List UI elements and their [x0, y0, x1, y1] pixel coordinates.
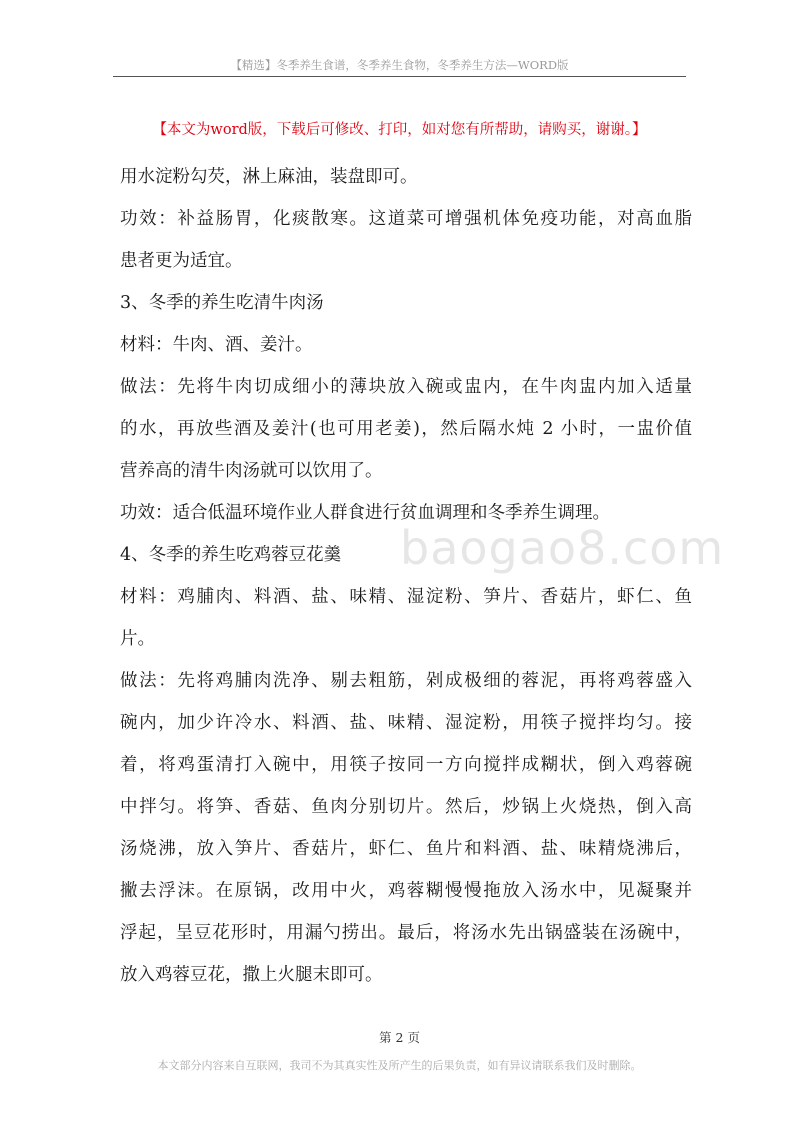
document-body [120, 166, 692, 987]
section-heading: 3、冬季的养生吃清牛肉汤 [120, 293, 324, 313]
word-version-notice: 【本文为word版，下载后可修改、打印，如对您有所帮助，请购买，谢谢。】 [152, 122, 647, 138]
page-number: 第 2 页 [379, 1030, 420, 1045]
body-line: 材料：鸡脯肉、料酒、盐、味精、湿淀粉、笋片、香菇片，虾仁、鱼 [120, 587, 692, 607]
body-line: 做法：先将鸡脯肉洗净、剔去粗筋，剁成极细的蓉泥，再将鸡蓉盛入 [120, 671, 692, 691]
body-line: 用水淀粉勾芡，淋上麻油，装盘即可。 [120, 167, 418, 187]
body-line: 撇去浮沫。在原锅，改用中火，鸡蓉糊慢慢拖放入汤水中，见凝聚并 [120, 881, 692, 901]
watermark-logo: baogao8.com [400, 521, 725, 575]
body-line: 中拌匀。将笋、香菇、鱼肉分别切片。然后，炒锅上火烧热，倒入高 [120, 797, 692, 817]
body-line: 材料：牛肉、酒、姜汁。 [120, 335, 313, 355]
body-line: 片。 [120, 629, 155, 649]
body-line: 营养高的清牛肉汤就可以饮用了。 [120, 461, 383, 481]
body-line: 碗内，加少许冷水、料酒、盐、味精、湿淀粉，用筷子搅拌均匀。接 [120, 713, 692, 733]
body-line: 浮起，呈豆花形时，用漏勺捞出。最后，将汤水先出锅盛装在汤碗中， [120, 923, 692, 943]
body-line: 做法：先将牛肉切成细小的薄块放入碗或盅内，在牛肉盅内加入适量 [120, 377, 692, 397]
body-line: 放入鸡蓉豆花，撒上火腿末即可。 [120, 965, 383, 985]
body-line: 汤烧沸，放入笋片、香菇片，虾仁、鱼片和料酒、盐、味精烧沸后， [120, 839, 692, 859]
header-divider [113, 76, 686, 77]
body-line: 的水，再放些酒及姜汁(也可用老姜)，然后隔水炖 2 小时，一盅价值 [120, 419, 692, 439]
body-line: 患者更为适宜。 [120, 251, 243, 271]
body-line: 着，将鸡蛋清打入碗中，用筷子按同一方向搅拌成糊状，倒入鸡蓉碗 [120, 755, 692, 775]
section-heading: 4、冬季的养生吃鸡蓉豆花羹 [120, 545, 342, 565]
body-line: 功效：适合低温环境作业人群食进行贫血调理和冬季养生调理。 [120, 503, 610, 523]
running-header: 【精选】冬季养生食谱，冬季养生食物，冬季养生方法—WORD版 [230, 58, 569, 72]
footer-disclaimer: 本文部分内容来自互联网，我司不为其真实性及所产生的后果负责，如有异议请联系我们及时删除。 [157, 1059, 642, 1072]
body-line: 功效：补益肠胃，化痰散寒。这道菜可增强机体免疫功能，对高血脂 [120, 209, 692, 229]
